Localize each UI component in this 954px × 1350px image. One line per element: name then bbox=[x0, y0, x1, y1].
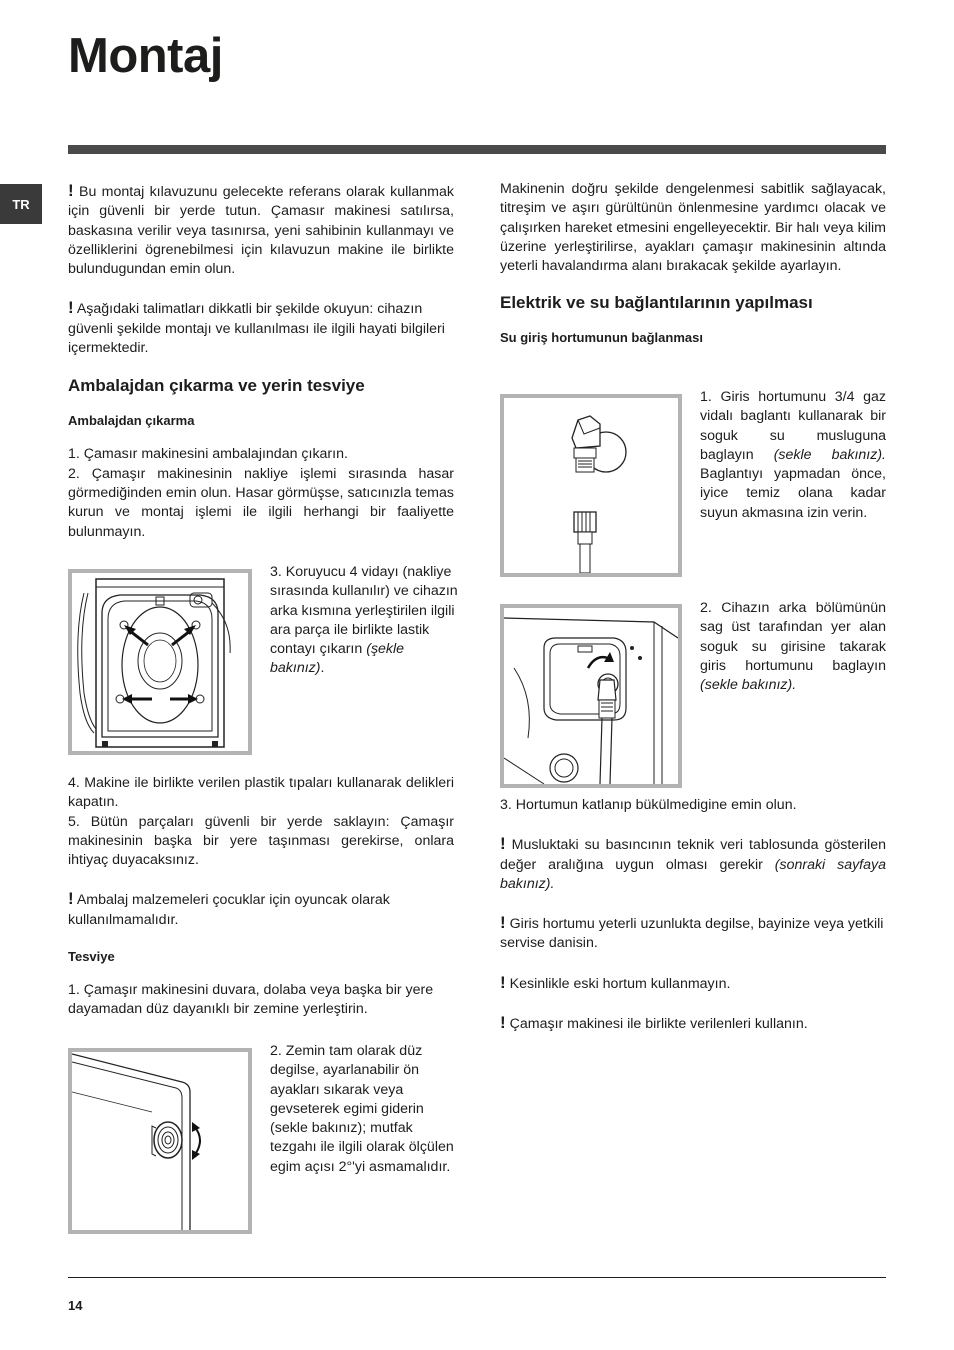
warning-3 bbox=[68, 889, 454, 930]
exclamation-icon: ! bbox=[500, 972, 506, 992]
exclamation-icon: ! bbox=[68, 298, 74, 318]
warning-supplied-text: Çamaşır makinesi ile birlikte verilenleri kullanın. bbox=[509, 1016, 808, 1033]
hose-step-1-text: 1. Giris hortumunu 3/4 gaz vidalı baglantı kullanarak bir soguk su musluguna baglayın bbox=[700, 389, 886, 463]
hose-step-1 bbox=[700, 388, 886, 523]
warning-pressure-text: Musluktaki su basıncının teknik veri tablosunda gösterilen değer aralığına uygun olması gerekir bbox=[500, 837, 886, 873]
subheading-inlet-hose: Su giriş hortumunun bağlanması bbox=[500, 330, 703, 346]
machine-back-illustration bbox=[72, 573, 248, 751]
exclamation-icon: ! bbox=[500, 1013, 506, 1033]
warning-hose-length-text: Giris hortumu yeterli uzunlukta degilse, bayinize veya yetkili servise danisin. bbox=[500, 916, 884, 952]
hose-step-2 bbox=[700, 599, 886, 695]
warning-old-hose bbox=[500, 973, 886, 994]
warning-old-hose-text: Kesinlikle eski hortum kullanmayın. bbox=[509, 975, 731, 992]
hose-step-2-text: 2. Cihazın arka bölümünün sag üst tarafından yer alan soguk su girisine takarak giris hortumunu baglayın bbox=[700, 600, 886, 674]
warning-hose-length bbox=[500, 913, 886, 954]
warning-pressure-reference: (sonraki sayfaya bakınız). bbox=[500, 856, 886, 892]
left-column-middle bbox=[68, 774, 454, 1020]
level-step-2-text: 2. Zemin tam olarak düz degilse, ayarlanabilir ön ayakları sıkarak veya gevseterek egimi giderin (sekle bakınız); mutfak tezgahı ile ilgili olarak ölçülen egim açısı 2°'yi asmamalıdır. bbox=[270, 1043, 454, 1175]
section-heading-unpacking: Ambalajdan çıkarma ve yerin tesviye bbox=[68, 376, 365, 396]
page-number: 14 bbox=[68, 1298, 83, 1313]
page-title: Montaj bbox=[68, 29, 223, 83]
warning-1 bbox=[68, 181, 454, 279]
figure-foot-adjustment bbox=[68, 1048, 252, 1234]
hose-step-2-reference: (sekle bakınız). bbox=[700, 677, 797, 694]
step-4: 4. Makine ile birlikte verilen plastik tıpaları kullanarak delikleri kapatın. bbox=[68, 775, 454, 811]
exclamation-icon: ! bbox=[500, 913, 506, 933]
section-heading-connections: Elektrik ve su bağlantılarının yapılması bbox=[500, 293, 813, 313]
left-column-top bbox=[68, 181, 454, 542]
figure-machine-back bbox=[68, 569, 252, 755]
warning-1-text: Bu montaj kılavuzunu gelecekte referans olarak kullanmak için güvenli bir yerde tutun. Çamasır makinesi satılırsa, baskasına verilir veya tasınırsa, yeni sahibinin kullanmayı ve özelliklerini ögrenebilmesi için kılavuzun makine ile birlikte bulundugundan emin olun. bbox=[68, 184, 454, 278]
hose-step-1-note: Baglantıyı yapmadan önce, iyice temiz olana kadar suyun akmasına izin verin. bbox=[700, 466, 886, 521]
figure-tap-hose bbox=[500, 394, 682, 577]
tap-hose-illustration bbox=[504, 398, 678, 573]
warning-supplied bbox=[500, 1013, 886, 1034]
step-3-text: 3. Koruyucu 4 vidayı (nakliye sırasında kullanılır) ve cihazın arka kısmına yerleştirilen ilgili ara parça ile birlikte lastik contayı çıkarın bbox=[270, 564, 458, 658]
footer-rule bbox=[68, 1277, 886, 1278]
step-2: 2. Çamaşır makinesinin nakliye işlemi sırasında hasar görmediğinden emin olun. Hasar görmüşse, satıcınızla temas kurun ve montaj işlemi ile ilgili herhangi bir faaliyette bulunmayın. bbox=[68, 465, 454, 540]
warning-2-text: Aşağıdaki talimatları dikkatli bir şekilde okuyun: cihazın güvenli şekilde montajı ve kullanılması ile ilgili hayati bilgileri içermektedir. bbox=[68, 301, 445, 357]
header-rule bbox=[68, 145, 886, 154]
language-tab: TR bbox=[0, 184, 42, 224]
step-3-reference: (şekle bakınız) bbox=[270, 641, 405, 677]
warning-3-text: Ambalaj malzemeleri çocuklar için oyuncak olarak kullanılmamalıdır. bbox=[68, 892, 390, 928]
right-column-top bbox=[500, 180, 886, 347]
warning-2 bbox=[68, 298, 454, 358]
subheading-unpacking: Ambalajdan çıkarma bbox=[68, 413, 195, 429]
step-5: 5. Bütün parçaları güvenli bir yerde saklayın: Çamaşır makinesinin başka bir yere taşınması gerekirse, onlara ihtiyaç duyacaksınız. bbox=[68, 813, 454, 869]
hose-step-1-reference: (sekle bakınız). bbox=[773, 446, 886, 463]
exclamation-icon: ! bbox=[68, 889, 74, 909]
right-column-bottom bbox=[500, 796, 886, 1034]
step-3: 3. Koruyucu 4 vidayı (nakliye sırasında kullanılır) ve cihazın arka kısmına yerleştirilen ilgili ara parça ile birlikte lastik contayı çıkarın (şekle bakınız). bbox=[270, 564, 458, 677]
level-step-1: 1. Çamaşır makinesini duvara, dolaba veya başka bir yere dayamadan düz dayanıklı bir zemine yerleştirin. bbox=[68, 982, 434, 1018]
warning-pressure bbox=[500, 834, 886, 894]
exclamation-icon: ! bbox=[500, 834, 506, 854]
foot-adjustment-illustration bbox=[72, 1052, 248, 1230]
exclamation-icon: ! bbox=[68, 181, 74, 200]
rear-inlet-illustration bbox=[504, 608, 678, 784]
step-1: 1. Çamasır makinesini ambalajından çıkarın. bbox=[68, 446, 348, 463]
hose-step-3: 3. Hortumun katlanıp bükülmedigine emin olun. bbox=[500, 797, 797, 813]
subheading-leveling: Tesviye bbox=[68, 949, 115, 965]
figure-rear-inlet bbox=[500, 604, 682, 788]
level-step-2 bbox=[270, 1042, 460, 1177]
leveling-intro: Makinenin doğru şekilde dengelenmesi sabitlik sağlayacak, titreşim ve aşırı gürültünün önlenmesine yardımcı olacak ve çalışırken hareket etmesini engelleyecektir. Bir halı veya kilim üzerine yerleştirilirse, ayakları çamaşır makinesinin altında yeterli havalandırma alanı bırakacak şekilde ayarlayın. bbox=[500, 181, 886, 275]
